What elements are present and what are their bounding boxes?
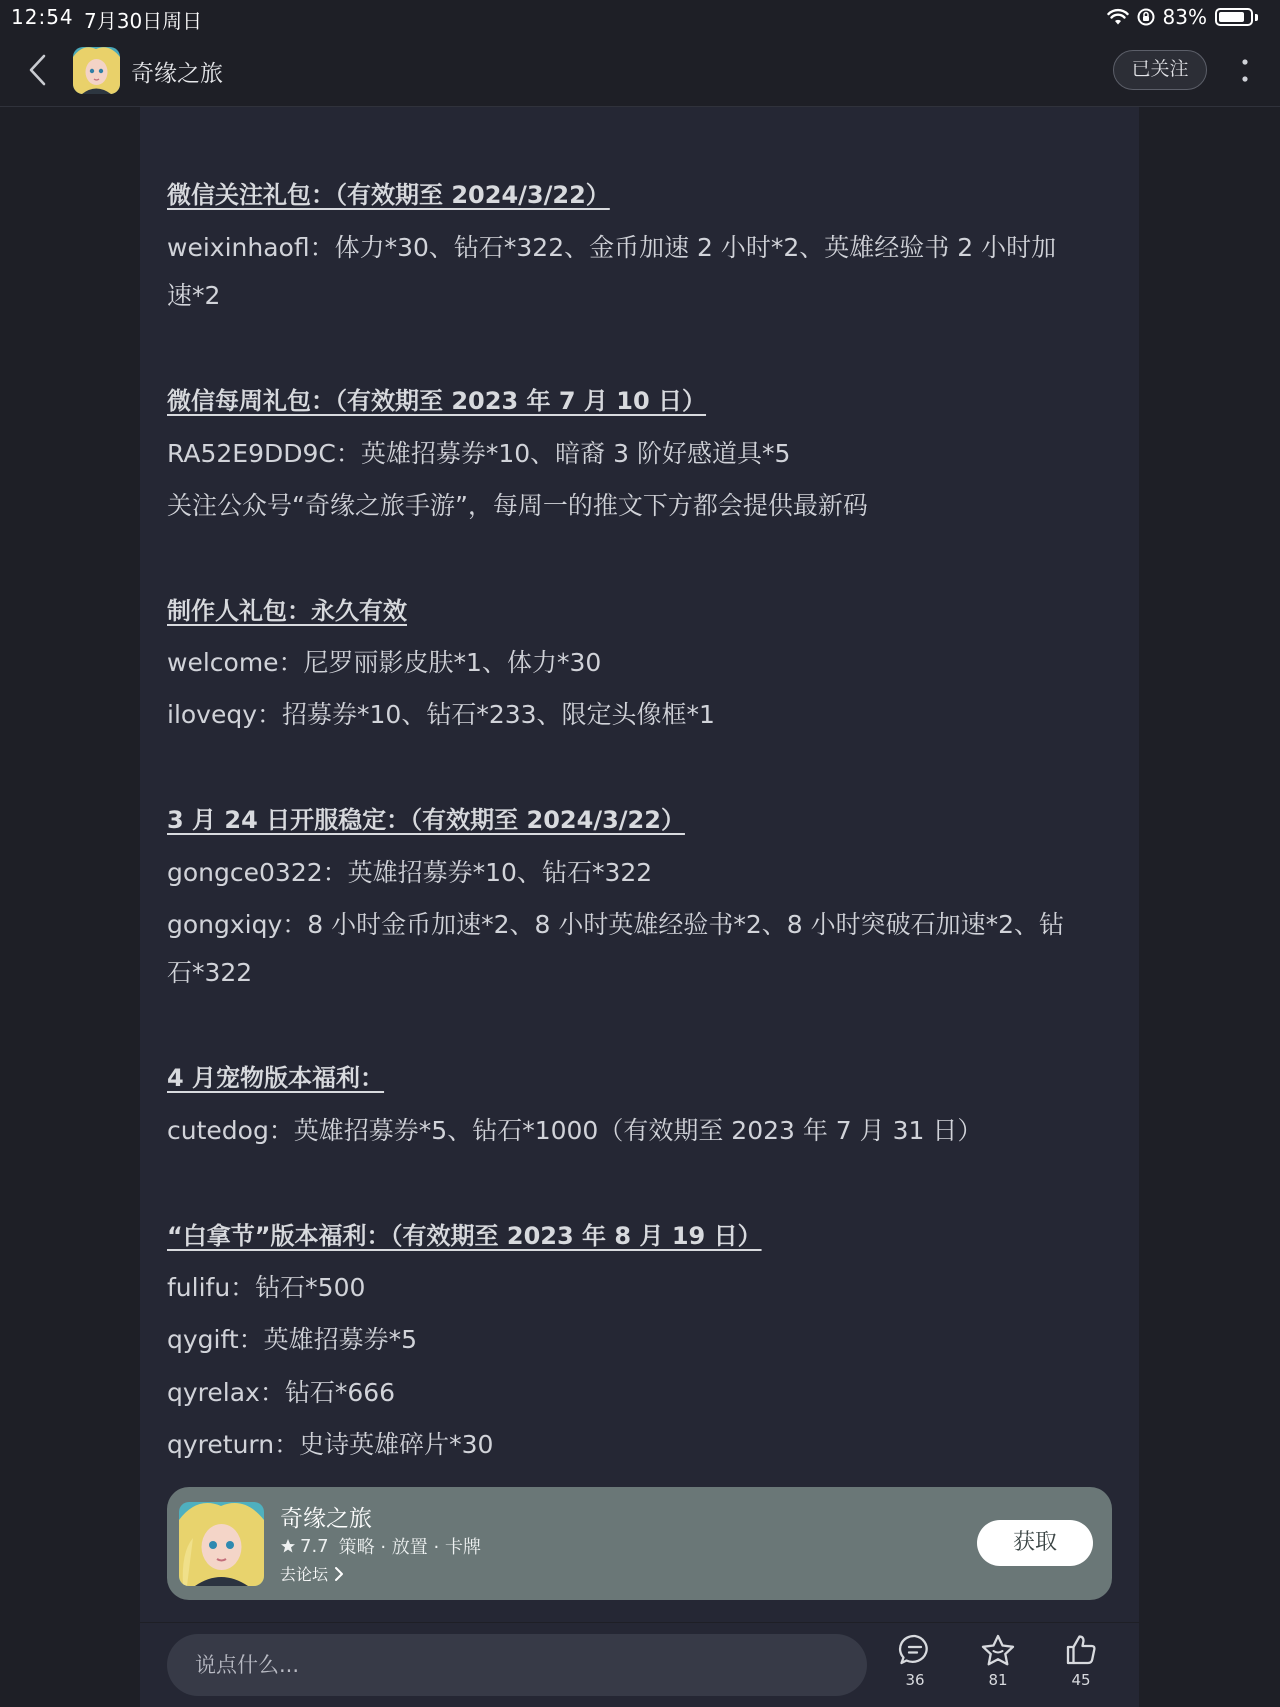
game-app-card[interactable] — [167, 1487, 1112, 1600]
more-vertical-icon — [1232, 54, 1258, 88]
chevron-right-icon — [334, 1566, 344, 1582]
likes-count: 45 — [1071, 1671, 1091, 1689]
code-line: iloveqy：招募券*10、钻石*233、限定头像框*1 — [167, 700, 715, 729]
battery-icon — [1215, 8, 1253, 26]
status-date: 7月30日周日 — [84, 9, 203, 33]
status-time: 12:54 — [11, 5, 74, 29]
status-bar — [0, 0, 1280, 34]
chevron-left-icon — [22, 52, 56, 88]
section-title: 微信关注礼包：（有效期至 2024/3/22） — [167, 181, 610, 209]
like-button[interactable] — [1056, 1633, 1106, 1689]
orientation-lock-icon — [1137, 8, 1155, 26]
back-button[interactable] — [22, 52, 56, 88]
nav-title: 奇缘之旅 — [131, 61, 223, 87]
code-line: 速*2 — [167, 281, 221, 310]
comment-button[interactable] — [890, 1633, 940, 1689]
battery-tip — [1255, 14, 1258, 21]
nav-bar — [0, 34, 1280, 107]
game-name: 奇缘之旅 — [280, 1506, 372, 1532]
code-line: 石*322 — [167, 958, 253, 987]
game-app-icon — [179, 1502, 264, 1586]
text-line: 关注公众号“奇缘之旅手游”，每周一的推文下方都会提供最新码 — [167, 491, 868, 520]
code-line: gongce0322：英雄招募券*10、钻石*322 — [167, 858, 653, 887]
comment-icon — [898, 1633, 932, 1667]
star-outline-icon — [980, 1633, 1016, 1667]
star-icon — [280, 1538, 296, 1554]
comments-count: 36 — [905, 1671, 925, 1689]
article-body — [140, 107, 1139, 1622]
wifi-icon — [1107, 8, 1129, 26]
favorite-button[interactable] — [973, 1633, 1023, 1689]
game-avatar[interactable] — [73, 47, 120, 94]
section-title: 微信每周礼包：（有效期至 2023 年 7 月 10 日） — [167, 387, 707, 415]
get-button[interactable]: 获取 — [977, 1520, 1093, 1566]
code-line: cutedog：英雄招募券*5、钻石*1000（有效期至 2023 年 7 月 31 日） — [167, 1116, 983, 1145]
code-line: qygift：英雄招募券*5 — [167, 1325, 418, 1354]
game-portrait-icon — [179, 1502, 264, 1586]
code-line: qyreturn：史诗英雄碎片*30 — [167, 1430, 494, 1459]
bottom-bar — [140, 1623, 1139, 1707]
more-button[interactable] — [1232, 54, 1258, 88]
code-line: fulifu：钻石*500 — [167, 1273, 366, 1302]
section-title: 制作人礼包：永久有效 — [167, 597, 407, 625]
follow-button[interactable]: 已关注 — [1113, 50, 1207, 90]
code-line: welcome：尼罗丽影皮肤*1、体力*30 — [167, 648, 602, 677]
forum-link-label: 去论坛 — [280, 1565, 329, 1584]
thumbs-up-icon — [1064, 1633, 1098, 1667]
forum-link[interactable] — [280, 1562, 344, 1585]
section-title: “白拿节”版本福利：（有效期至 2023 年 8 月 19 日） — [167, 1222, 762, 1250]
game-tags: 策略 · 放置 · 卡牌 — [338, 1537, 481, 1558]
code-line: RA52E9DD9C：英雄招募券*10、暗裔 3 阶好感道具*5 — [167, 439, 791, 468]
section-title: 4 月宠物版本福利： — [167, 1064, 385, 1092]
status-right — [1107, 5, 1258, 29]
game-portrait-icon — [73, 47, 120, 94]
section-title: 3 月 24 日开服稳定：（有效期至 2024/3/22） — [167, 806, 685, 834]
game-meta — [280, 1533, 481, 1559]
favorites-count: 81 — [988, 1671, 1008, 1689]
code-line: weixinhaofl：体力*30、钻石*322、金币加速 2 小时*2、英雄经验书 2 小时加 — [167, 233, 1057, 262]
game-rating: 7.7 — [300, 1535, 329, 1557]
comment-input[interactable]: 说点什么... — [167, 1634, 867, 1696]
code-line: qyrelax：钻石*666 — [167, 1378, 396, 1407]
battery-percent: 83% — [1162, 5, 1207, 29]
code-line: gongxiqy：8 小时金币加速*2、8 小时英雄经验书*2、8 小时突破石加速*2、钻 — [167, 910, 1065, 939]
